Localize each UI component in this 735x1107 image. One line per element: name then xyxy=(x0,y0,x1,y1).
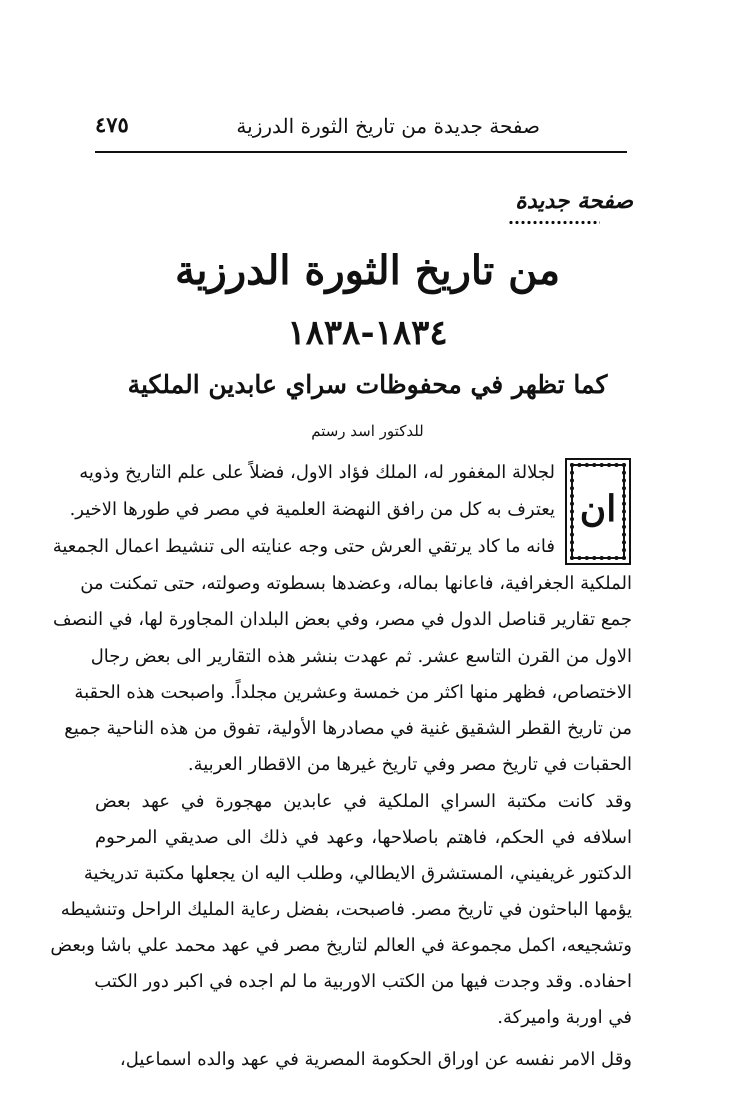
body-line: يؤمها الباحثون في تاريخ مصر. فاصبحت، بفضل رعاية المليك الراحل وتنشيطه xyxy=(60,899,632,920)
body-line: الحقبات في تاريخ مصر وفي تاريخ غيرها من الاقطار العربية. xyxy=(187,754,632,775)
article-subtitle: كما تظهر في محفوظات سراي عابدين الملكية xyxy=(127,370,608,399)
body-line: في اوربة واميركة. xyxy=(497,1007,632,1028)
body-line: فانه ما كاد يرتقي العرش حتى وجه عنايته الى تنشيط اعمال الجمعية xyxy=(52,536,555,557)
body-line: لجلالة المغفور له، الملك فؤاد الاول، فضلاً على علم التاريخ وذويه xyxy=(79,462,555,483)
article-author: للدكتور اسد رستم xyxy=(311,422,424,440)
article-title: من تاريخ الثورة الدرزية xyxy=(174,247,561,294)
body-line: من تاريخ القطر الشقيق غنية في مصادرها الأولية، تفوق من هذه الناحية جميع xyxy=(64,718,632,739)
running-header xyxy=(95,110,625,150)
drop-cap-letter: ان xyxy=(579,488,617,530)
body-line: احفاده. وقد وجدت فيها من الكتب الاوربية ما لم اجده في اكبر دور الكتب xyxy=(94,971,632,992)
body-line: الدكتور غريفيني، المستشرق الايطالي، وطلب اليه ان يجعلها مكتبة تدريخية xyxy=(83,863,632,884)
body-line: اسلافه في الحكم، فاهتم باصلاحها، وعهد في ذلك الى صديقي المرحوم xyxy=(95,827,632,848)
body-line: الملكية الجغرافية، فاعانها بماله، وعضدها بسطوته وصولته، حتى تمكنت من xyxy=(80,573,632,594)
body-line: وتشجيعه، اكمل مجموعة في العالم لتاريخ مصر في عهد محمد علي باشا وبعض xyxy=(50,935,632,956)
body-line: يعترف به كل من رافق النهضة العلمية في مصر في طورها الاخير. xyxy=(69,499,555,520)
body-line: جمع تقارير قناصل الدول في مصر، وفي بعض البلدان المجاورة لها، في النصف xyxy=(53,609,632,630)
handwritten-stamp: صفحة جديدة xyxy=(515,188,633,214)
body-line: الاول من القرن التاسع عشر. ثم عهدت بنشر هذه التقارير الى بعض رجال xyxy=(90,646,632,667)
article-years: ١٨٣٤-١٨٣٨ xyxy=(287,313,448,353)
body-line: وقد كانت مكتبة السراي الملكية في عابدين مهجورة في عهد بعض xyxy=(95,791,632,812)
stamp-dotted-underline xyxy=(508,220,600,225)
drop-cap-frame xyxy=(565,458,631,565)
running-header-title: صفحة جديدة من تاريخ الثورة الدرزية xyxy=(236,114,540,138)
body-line: وقل الامر نفسه عن اوراق الحكومة المصرية في عهد والده اسماعيل، xyxy=(119,1049,632,1070)
body-line: الاختصاص، فظهر منها اكثر من خمسة وعشرين مجلداً. واصبحت هذه الحقبة xyxy=(74,682,632,703)
page-number: ٤٧٥ xyxy=(95,112,129,137)
header-rule xyxy=(95,151,627,153)
